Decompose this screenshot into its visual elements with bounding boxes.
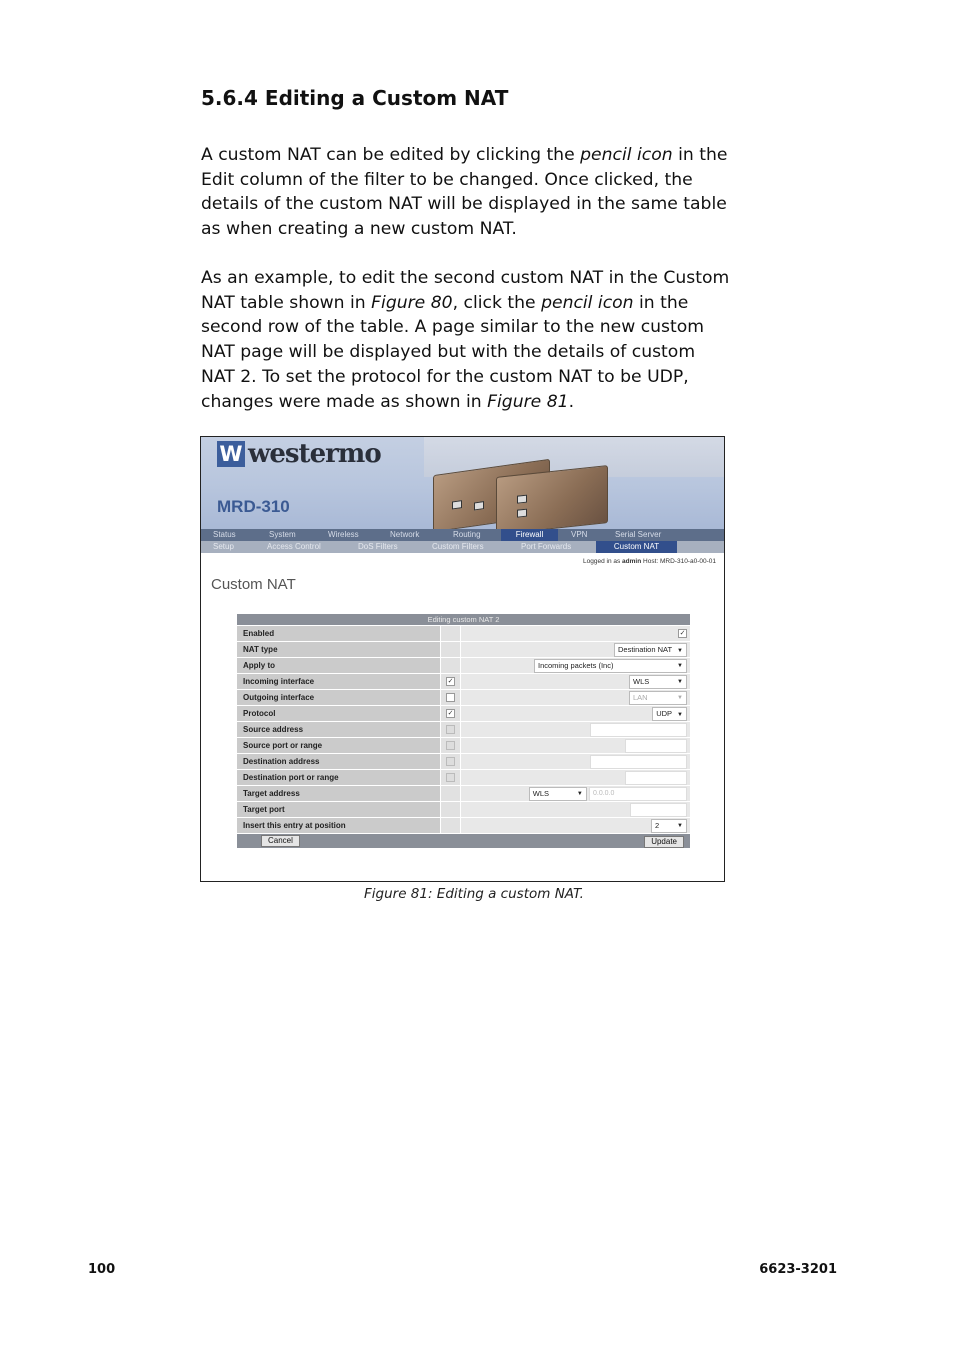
incoming-interface-checkbox[interactable]: ✓ (447, 678, 454, 686)
nav-system[interactable]: System (269, 530, 296, 539)
label-apply-to: Apply to (237, 658, 441, 674)
chevron-down-icon: ▼ (677, 647, 683, 654)
protocol-checkbox[interactable]: ✓ (447, 710, 454, 718)
login-prefix: Logged in as (583, 558, 621, 565)
para2-segment: , click the (452, 292, 542, 313)
source-address-input[interactable] (590, 723, 687, 737)
protocol-select[interactable]: UDP ▼ (652, 707, 687, 721)
table-caption: Editing custom NAT 2 (237, 614, 691, 626)
subnav-custom-filters[interactable]: Custom Filters (432, 542, 484, 551)
para1-segment: A custom NAT can be edited by clicking the (201, 145, 581, 165)
label-nat-type: NAT type (237, 642, 441, 658)
nav-network[interactable]: Network (390, 530, 420, 539)
label-target-address: Target address (237, 786, 441, 802)
cancel-button[interactable]: Cancel (261, 835, 300, 847)
para1-segment: pencil icon (580, 145, 673, 165)
figure-caption: Figure 81: Editing a custom NAT. (364, 886, 584, 902)
document-number: 6623-3201 (759, 1262, 837, 1277)
page-number: 100 (88, 1262, 116, 1277)
sub-nav (201, 541, 724, 553)
figure-screenshot (200, 436, 725, 882)
nav-vpn[interactable]: VPN (571, 530, 588, 539)
subnav-custom-nat[interactable]: Custom NAT (596, 541, 677, 553)
nat-type-select[interactable]: Destination NAT ▼ (614, 643, 687, 657)
incoming-interface-select[interactable]: WLS ▼ (629, 675, 687, 689)
para2-segment: Figure 80 (371, 292, 453, 313)
source-port-checkbox[interactable] (446, 741, 455, 750)
nav-firewall[interactable]: Firewall (501, 529, 558, 541)
page-title: Custom NAT (211, 576, 296, 593)
section-heading: 5.6.4 Editing a Custom NAT (201, 86, 509, 110)
chevron-down-icon: ▼ (576, 790, 583, 797)
chevron-down-icon: ▼ (677, 678, 683, 685)
destination-port-checkbox[interactable] (446, 773, 455, 782)
chevron-down-icon: ▼ (677, 694, 683, 701)
para2-segment: pencil icon (541, 292, 634, 313)
label-destination-port: Destination port or range (237, 770, 441, 786)
target-interface-select[interactable]: WLS ▼ (529, 787, 587, 801)
main-nav (201, 529, 724, 541)
label-target-port: Target port (237, 802, 441, 818)
device-image-2 (496, 465, 608, 529)
destination-port-input[interactable] (625, 771, 687, 785)
subnav-access-control[interactable]: Access Control (267, 542, 321, 551)
header-banner (201, 437, 724, 529)
subnav-dos-filters[interactable]: DoS Filters (358, 542, 398, 551)
label-protocol: Protocol (237, 706, 441, 722)
outgoing-interface-checkbox[interactable] (446, 693, 455, 702)
westermo-logo-text: westermo (248, 439, 381, 469)
subnav-port-forwards[interactable]: Port Forwards (521, 542, 572, 551)
nav-status[interactable]: Status (213, 530, 236, 539)
label-outgoing-interface: Outgoing interface (237, 690, 441, 706)
nav-serial-server[interactable]: Serial Server (615, 530, 662, 539)
paragraph-2 (201, 266, 731, 414)
label-source-address: Source address (237, 722, 441, 738)
chevron-down-icon: ▼ (677, 822, 683, 829)
position-select[interactable]: 2 ▼ (651, 819, 687, 833)
label-insert-position: Insert this entry at position (237, 818, 441, 834)
destination-address-checkbox[interactable] (446, 757, 455, 766)
para2-segment: Figure 81 (487, 391, 569, 412)
label-enabled: Enabled (237, 626, 441, 642)
edit-nat-table (236, 613, 691, 849)
destination-address-input[interactable] (590, 755, 687, 769)
label-incoming-interface: Incoming interface (237, 674, 441, 690)
para2-segment: . (568, 391, 575, 412)
subnav-setup[interactable]: Setup (213, 542, 234, 551)
para2-segment: in the second row of the table. A page similar to the new custom NAT page will be displayed but with the details of custom NAT 2. To set the protocol for the custom NAT to be UDP, changes were made as shown in (201, 292, 705, 412)
login-status (583, 558, 716, 565)
source-address-checkbox[interactable] (446, 725, 455, 734)
paragraph-1 (201, 143, 731, 242)
target-port-input[interactable] (630, 803, 687, 817)
login-user: admin (622, 558, 642, 565)
para2-segment: As an example, to edit the second custom NAT in the Custom NAT table shown in (201, 268, 730, 313)
update-button[interactable]: Update (644, 836, 684, 848)
product-name: MRD-310 (217, 497, 290, 516)
label-source-port: Source port or range (237, 738, 441, 754)
nav-routing[interactable]: Routing (453, 530, 481, 539)
target-address-input[interactable]: 0.0.0.0 (589, 787, 687, 801)
chevron-down-icon: ▼ (677, 711, 683, 718)
westermo-logo-icon: W (217, 441, 245, 467)
login-host: Host: MRD-310-a0-00-01 (643, 558, 716, 565)
apply-to-select[interactable]: Incoming packets (Inc) ▼ (534, 659, 687, 673)
enabled-checkbox[interactable]: ✓ (679, 630, 686, 638)
chevron-down-icon: ▼ (677, 662, 683, 669)
source-port-input[interactable] (625, 739, 687, 753)
outgoing-interface-select[interactable]: LAN ▼ (629, 691, 687, 705)
label-destination-address: Destination address (237, 754, 441, 770)
nav-wireless[interactable]: Wireless (328, 530, 359, 539)
para1-segment: in the Edit column of the filter to be changed. Once clicked, the details of the custom NAT will be displayed in the same table as when creating a new custom NAT. (201, 145, 728, 240)
